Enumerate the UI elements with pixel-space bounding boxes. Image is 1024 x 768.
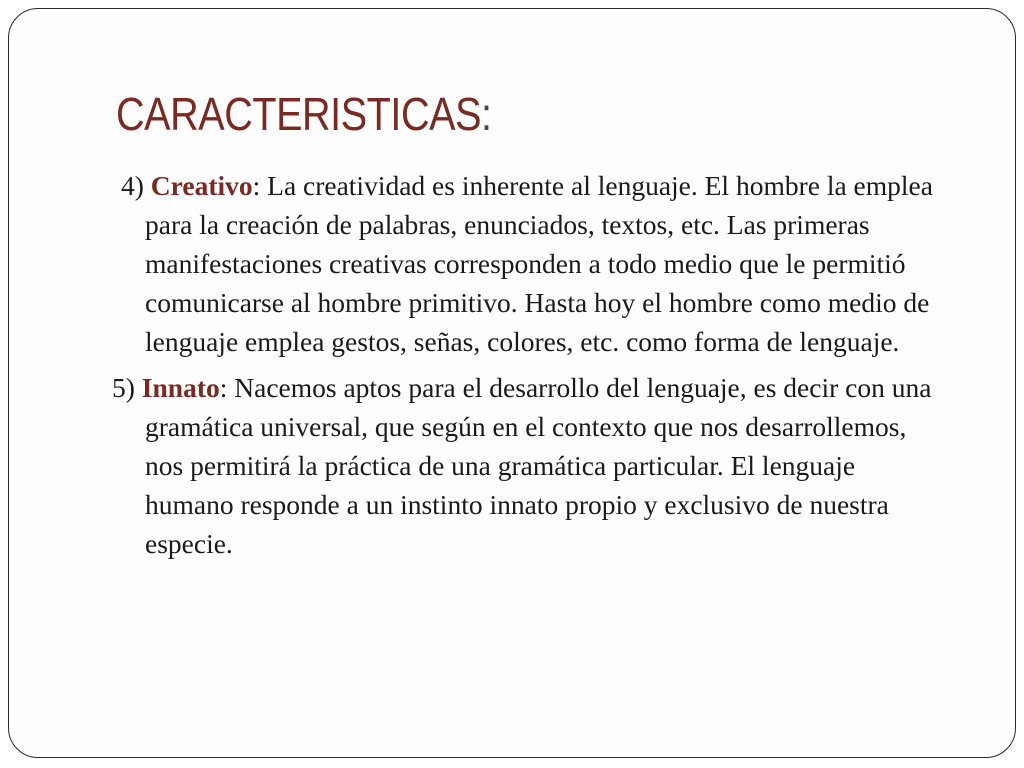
slide-body [112,166,947,563]
slide-title-colon: : [481,88,492,140]
item-description: : La creatividad es inherente al lenguaje. El hombre la emplea para la creación de palabras, enunciados, textos, etc. Las primeras manifestaciones creativas corresponden a todo medio que le permitió comunicarse al hombre primitivo. Hasta hoy el hombre como medio de lenguaje emplea gestos, señas, colores, etc. como forma de lenguaje. [145,170,933,357]
item-number: 5) [112,372,142,403]
item-term: Creativo [150,170,253,201]
item-description: : Nacemos aptos para el desarrollo del lenguaje, es decir con una gramática universal, que según en el contexto que nos desarrollemos, nos permitirá la práctica de una gramática particular. El lenguaje humano responde a un instinto innato propio y exclusivo de nuestra especie. [145,372,932,559]
slide-title-text: CARACTERISTICAS [116,88,482,140]
characteristic-item-innato [112,368,947,563]
characteristic-item-creativo [112,166,947,361]
slide-title [116,84,492,144]
item-term: Innato [141,372,220,403]
item-number: 4) [121,170,151,201]
